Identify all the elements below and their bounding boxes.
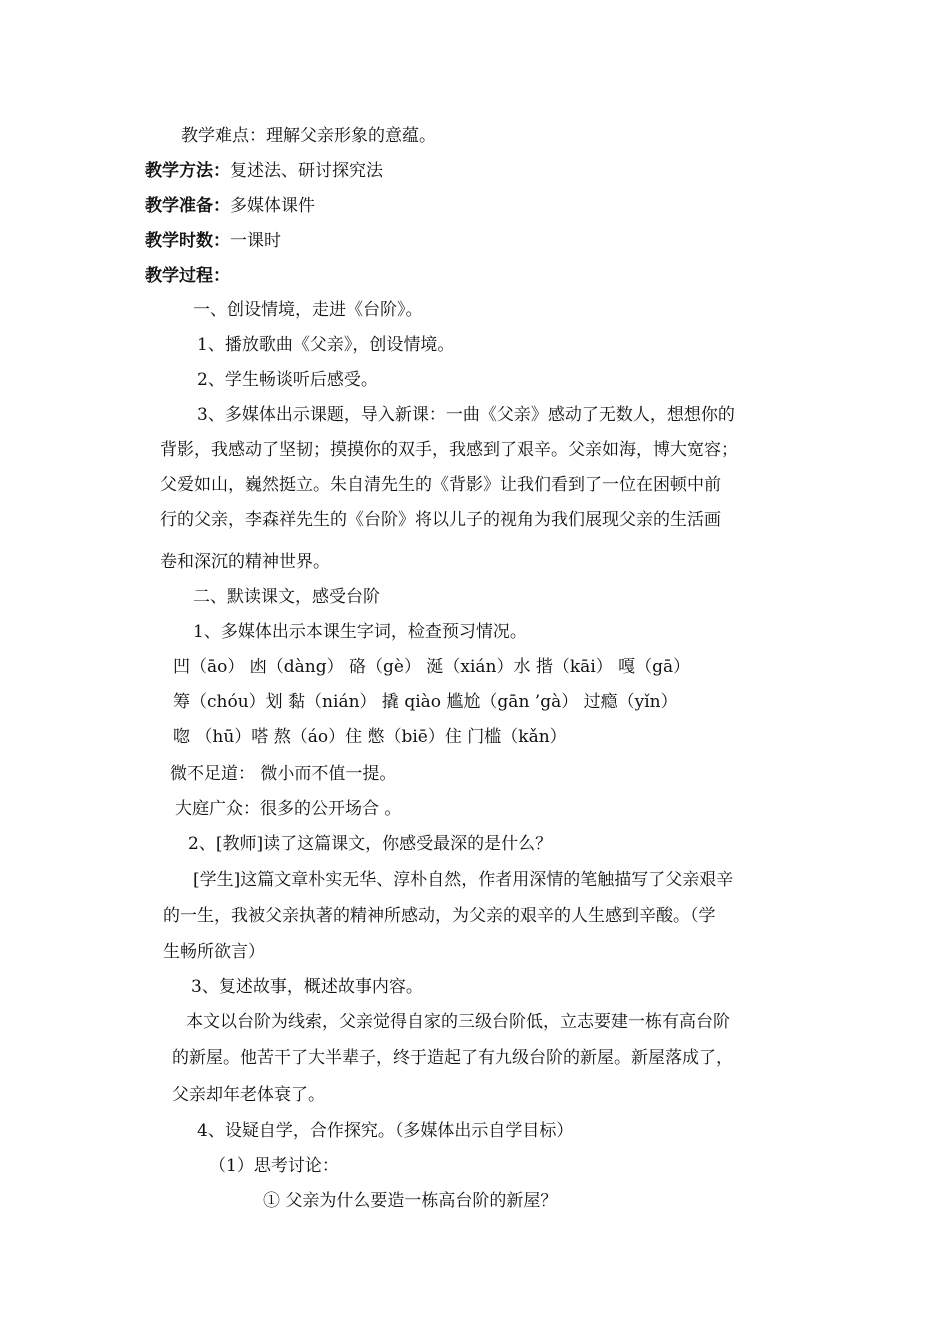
section-heading-1: 一、创设情境，走进《台阶》。	[193, 300, 423, 320]
vocab-line-a: 凹（āo） 凼（dàng） 硌（gè） 涎（xián）水 揩（kāi） 嘎（gā）	[173, 657, 691, 677]
text-line-2-4: 4、设疑自学，合作探究。（多媒体出示自学目标）	[197, 1121, 574, 1141]
text-line-1-2: 2、学生畅谈听后感受。	[197, 370, 378, 390]
heading-process: 教学过程：	[145, 266, 230, 286]
idiom-line-a: 微不足道： 微小而不值一提。	[170, 764, 397, 784]
idiom-line-b: 大庭广众：很多的公开场合 。	[175, 799, 402, 819]
text-line-summary-cont-b: 父亲却年老体衰了。	[172, 1085, 325, 1105]
label-preparation: 教学准备：	[145, 196, 230, 216]
text-line-student-cont-a: 的一生，我被父亲执著的精神所感动，为父亲的艰辛的人生感到辛酸。（学	[163, 906, 716, 926]
text-line-discussion: （1）思考讨论：	[209, 1156, 339, 1176]
value-duration: 一课时	[230, 231, 281, 251]
text-line-1-3-cont-a: 背影，我感动了坚韧；摸摸你的双手，我感到了艰辛。父亲如海，博大宽容；	[160, 440, 738, 460]
text-line-student-cont-b: 生畅所欲言）	[163, 942, 265, 962]
text-line-2-3: 3、复述故事，概述故事内容。	[191, 977, 423, 997]
label-duration: 教学时数：	[145, 231, 230, 251]
text-line-2-1: 1、多媒体出示本课生字词，检查预习情况。	[193, 622, 527, 642]
text-line-1-3-cont-b: 父爱如山，巍然挺立。朱自清先生的《背影》让我们看到了一位在困顿中前	[160, 475, 721, 495]
text-line-1-3: 3、多媒体出示课题，导入新课：一曲《父亲》感动了无数人，想想你的	[197, 405, 735, 425]
text-line-preparation	[145, 194, 315, 218]
text-line-student: [学生]这篇文章朴实无华、淳朴自然，作者用深情的笔触描写了父亲艰辛	[193, 870, 734, 890]
section-heading-2: 二、默读课文，感受台阶	[193, 587, 380, 607]
label-method: 教学方法：	[145, 161, 230, 181]
vocab-line-c: 唿 （hū）嗒 熬（áo）住 憋（biē）住 门槛（kǎn）	[173, 727, 567, 747]
vocab-line-b: 筹（chóu）划 黏（nián） 撬 qiào 尴尬（gān ’gà） 过瘾（yǐn）	[173, 692, 678, 712]
value-preparation: 多媒体课件	[230, 196, 315, 216]
text-line-duration	[145, 229, 281, 253]
text-line-1-1: 1、播放歌曲《父亲》，创设情境。	[197, 335, 455, 355]
text-line-summary: 本文以台阶为线索，父亲觉得自家的三级台阶低，立志要建一栋有高台阶	[186, 1012, 730, 1032]
text-line-summary-cont-a: 的新屋。他苦干了大半辈子，终于造起了有九级台阶的新屋。新屋落成了，	[172, 1048, 733, 1068]
text-line-2-2: 2、[教师]读了这篇课文，你感受最深的是什么？	[188, 834, 553, 854]
text-line-1-3-cont-c: 行的父亲，李森祥先生的《台阶》将以儿子的视角为我们展现父亲的生活画	[160, 510, 721, 530]
text-line-method	[145, 159, 383, 183]
text-line-1-3-cont-d: 卷和深沉的精神世界。	[160, 552, 330, 572]
text-line-question-1: ① 父亲为什么要造一栋高台阶的新屋？	[263, 1191, 558, 1211]
value-method: 复述法、研讨探究法	[230, 161, 383, 181]
text-line-difficulty: 教学难点：理解父亲形象的意蕴。	[181, 126, 436, 146]
